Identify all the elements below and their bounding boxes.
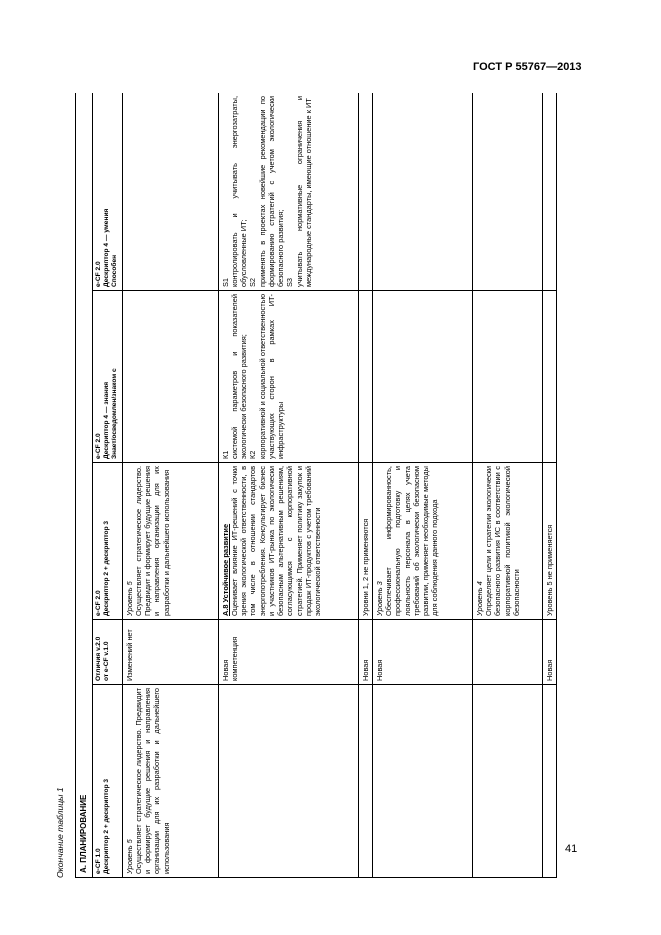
- knowledge-cell: [122, 291, 218, 463]
- table-row: [472, 93, 542, 878]
- knowledge-cell: [542, 291, 556, 463]
- column-header-differences: Отличия v.2.0 от e-CF v.1.0: [93, 620, 123, 685]
- rotated-table-area: [55, 93, 565, 878]
- header-row: [93, 93, 123, 878]
- difference-cell: Новая компетенция: [218, 620, 358, 685]
- skills-cell: [542, 93, 556, 291]
- ecf1-cell: [542, 685, 556, 878]
- table-row: [358, 93, 372, 878]
- skills-cell: [122, 93, 218, 291]
- column-header-knowledge: e-CF 2.0 Дескриптор 4 — знания Знает/осведомлен/знаком с: [93, 291, 123, 463]
- skills-cell: S1 контролировать и учитывать энергозатраты, обусловленные ИТ; S2 применять в проектах новейшие рекомендации по формированию стратегий с учетом экологически безопасного развития; S3 учитывать нормативные ограничения и международные стандарты, имеющие отношение к ИТ: [218, 93, 358, 291]
- difference-cell: Новая: [372, 620, 472, 685]
- page-number: 41: [565, 843, 578, 855]
- ecf2-cell: А.8 Устойчивое развитие Оценивает влияние ИТ-решений с точки зрения экологической ответственности, в том числе в отношении стандартов энергопотребления. Консультирует бизнес и участников ИТ-рынка по экологически безопасным альтернативным решениям, согласующимся с корпоративной стратегией. Применяет политику закупок и продаж ИТ-продуктов с учетом требований экологической ответственности: [218, 463, 358, 620]
- ecf1-cell: Уровень 5 Осуществляет стратегическое лидерство. Предвидит и формирует будущие решения и направления организации для их разработки и дальнейшего использования: [122, 685, 218, 878]
- table-row: [372, 93, 472, 878]
- section-title: А. ПЛАНИРОВАНИЕ: [76, 93, 93, 878]
- table-caption: Окончание таблицы 1: [55, 787, 65, 878]
- knowledge-cell: К1 системой параметров и показателей экологически безопасного развития; К2 корпоративной и социальной ответственностью участвующих сторон в рамках ИТ-инфраструктуры: [218, 291, 358, 463]
- difference-cell: Новая: [358, 620, 372, 685]
- ecf1-cell: [372, 685, 472, 878]
- table-row: [122, 93, 218, 878]
- difference-cell: [472, 620, 542, 685]
- column-header-skills: e-CF 2.0 Дескриптор 4 — умения Способен: [93, 93, 123, 291]
- column-header-ecf2-descriptors: e-CF 2.0 Дескриптор 2 + дескриптор 3: [93, 463, 123, 620]
- ecf2-cell: Уровни 1, 2 не применяются: [358, 463, 372, 620]
- ecf2-cell: Уровень 4 Определяет цели и стратегии экологически безопасного развития ИС в соответствии с корпоративной политикой экологической безопасности: [472, 463, 542, 620]
- difference-cell: Изменений нет: [122, 620, 218, 685]
- skills-cell: [358, 93, 372, 291]
- competence-table: [75, 93, 557, 878]
- ecf2-cell: Уровень 5 не применяется: [542, 463, 556, 620]
- skills-cell: [372, 93, 472, 291]
- difference-cell: Новая: [542, 620, 556, 685]
- ecf2-cell: Уровень 5 Осуществляет стратегическое лидерство. Предвидит и формирует будущие решения и направления организации для их разработки и дальнейшего использования: [122, 463, 218, 620]
- ecf1-cell: [358, 685, 372, 878]
- column-header-ecf1: e-CF 1.0 Дескриптор 2 + дескриптор 3: [93, 685, 123, 878]
- table-row: [218, 93, 358, 878]
- ecf1-cell: [472, 685, 542, 878]
- ecf1-cell: [218, 685, 358, 878]
- knowledge-cell: [358, 291, 372, 463]
- ecf2-cell: Уровень 3 Обеспечивает информированность, профессиональную подготовку и лояльность персонала в целях учета требований об экологически безопасном развитии, применяет необходимые методы для соблюдения данного подхода: [372, 463, 472, 620]
- document-standard-number: ГОСТ Р 55767—2013: [473, 61, 582, 73]
- knowledge-cell: [372, 291, 472, 463]
- skills-cell: [472, 93, 542, 291]
- table-row: [542, 93, 556, 878]
- knowledge-cell: [472, 291, 542, 463]
